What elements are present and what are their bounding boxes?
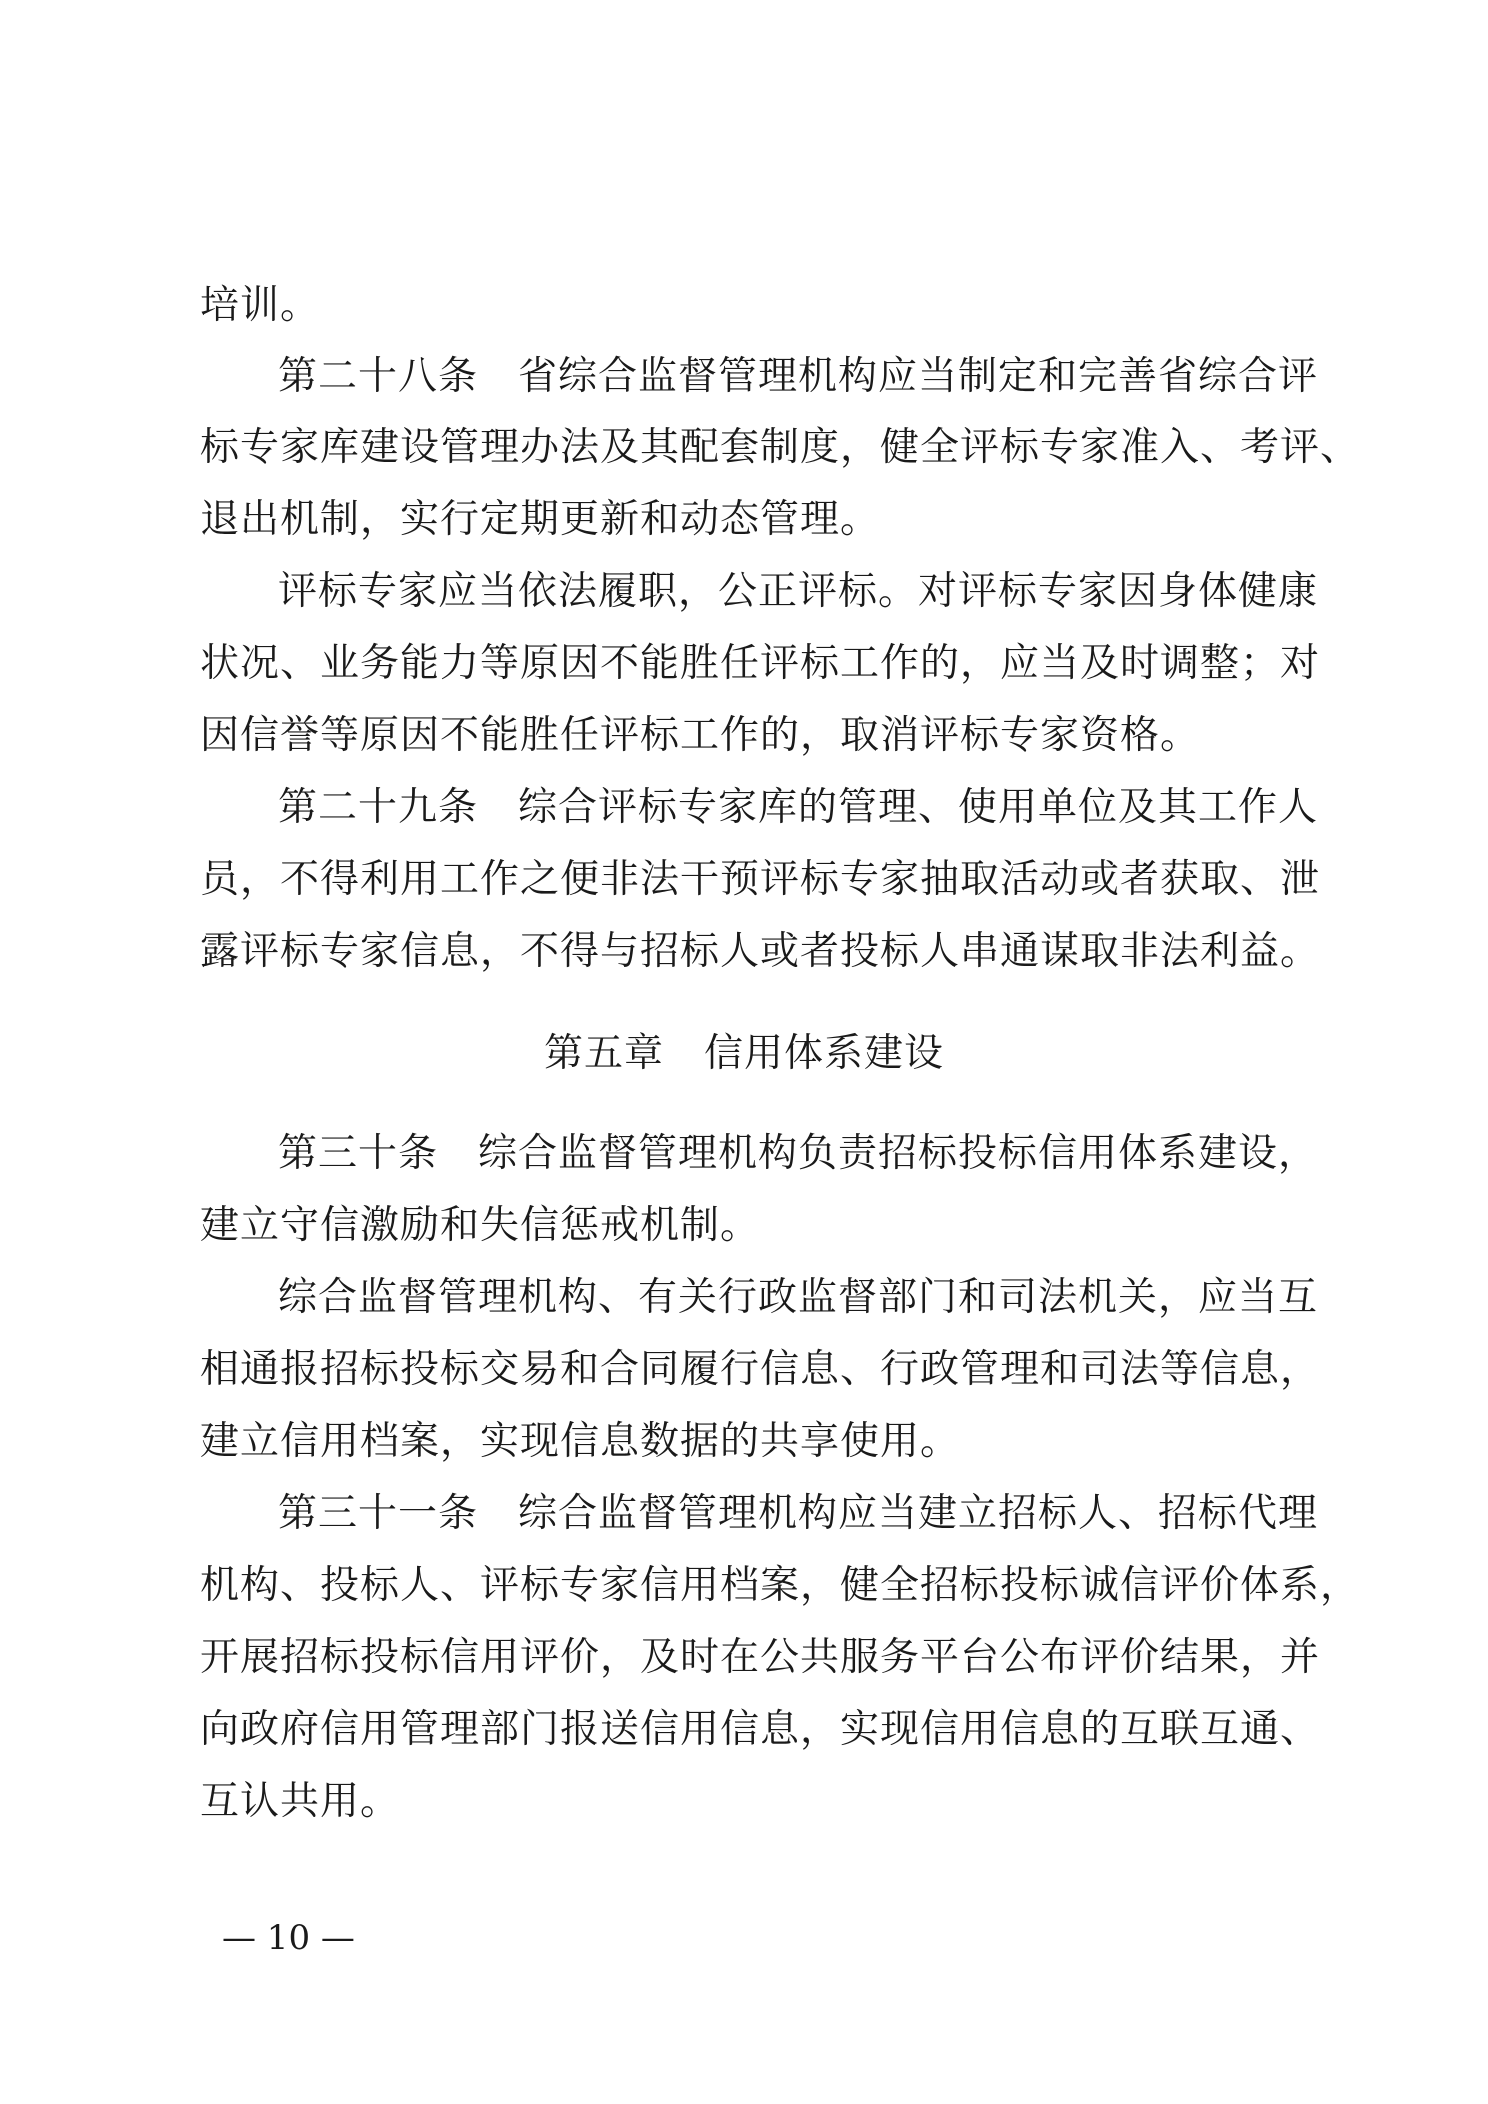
article-28-heading-line: 第二十八条 省综合监督管理机构应当制定和完善省综合评 — [278, 354, 1319, 399]
article-30-heading-line: 第三十条 综合监督管理机构负责招标投标信用体系建设， — [278, 1131, 1319, 1176]
text-line-16: 建立信用档案，实现信息数据的共享使用。 — [200, 1419, 961, 1464]
text-line-14: 综合监督管理机构、有关行政监督部门和司法机关，应当互 — [278, 1275, 1319, 1320]
text-line-19: 开展招标投标信用评价，及时在公共服务平台公布评价结果，并 — [200, 1635, 1321, 1680]
text-line-20: 向政府信用管理部门报送信用信息，实现信用信息的互联互通、 — [200, 1707, 1321, 1752]
text-line-13: 建立守信激励和失信惩戒机制。 — [200, 1203, 761, 1248]
text-line-4: 退出机制，实行定期更新和动态管理。 — [200, 497, 881, 542]
text-line-6: 状况、业务能力等原因不能胜任评标工作的，应当及时调整；对 — [200, 641, 1321, 686]
chapter-title: 第五章 信用体系建设 — [543, 1031, 944, 1076]
text-line-1: 培训。 — [200, 283, 321, 328]
text-line-9: 员，不得利用工作之便非法干预评标专家抽取活动或者获取、泄 — [200, 857, 1321, 902]
text-line-10: 露评标专家信息，不得与招标人或者投标人串通谋取非法利益。 — [200, 929, 1321, 974]
article-29-heading-line: 第二十九条 综合评标专家库的管理、使用单位及其工作人 — [278, 785, 1319, 830]
text-line-7: 因信誉等原因不能胜任评标工作的，取消评标专家资格。 — [200, 713, 1201, 758]
text-line-3: 标专家库建设管理办法及其配套制度，健全评标专家准入、考评、 — [200, 425, 1361, 470]
page-number: — 10 — — [222, 1918, 355, 1958]
text-line-15: 相通报招标投标交易和合同履行信息、行政管理和司法等信息， — [200, 1347, 1321, 1392]
article-31-heading-line: 第三十一条 综合监督管理机构应当建立招标人、招标代理 — [278, 1491, 1319, 1536]
text-line-5: 评标专家应当依法履职，公正评标。对评标专家因身体健康 — [278, 569, 1319, 614]
text-line-21: 互认共用。 — [200, 1779, 401, 1824]
text-line-18: 机构、投标人、评标专家信用档案，健全招标投标诚信评价体系， — [200, 1563, 1361, 1608]
